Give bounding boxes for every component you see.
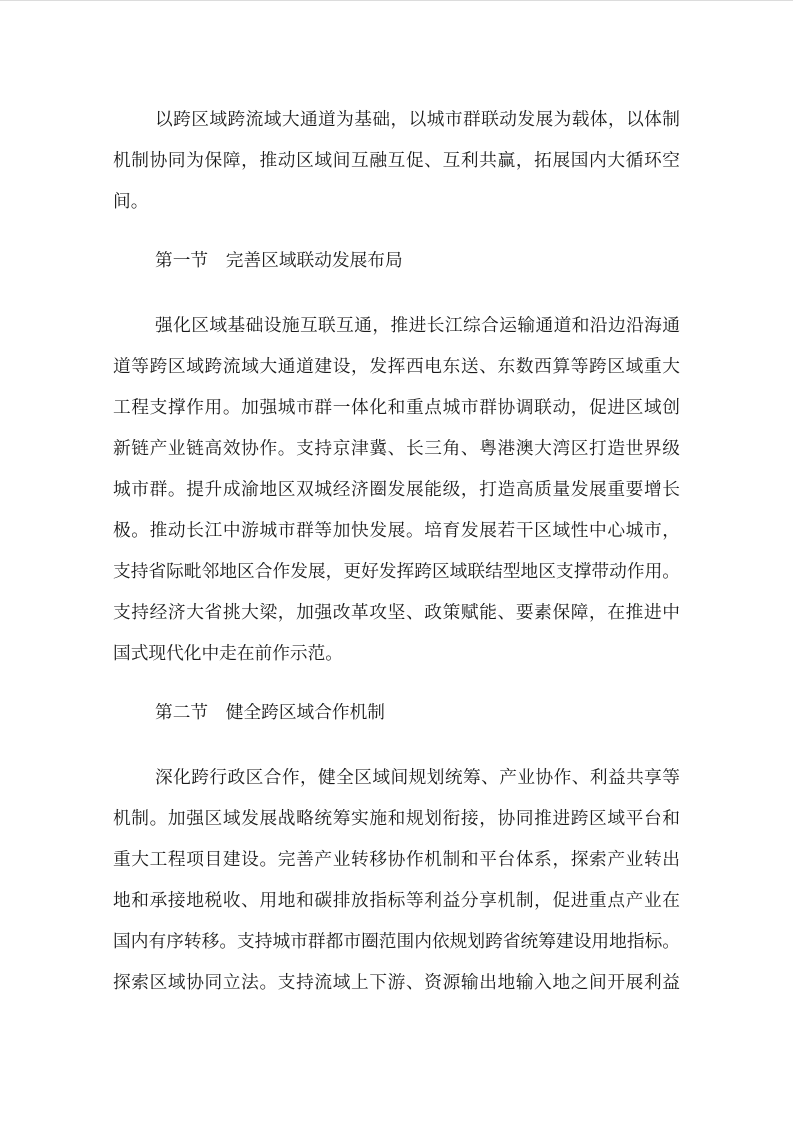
text-line: 重大工程项目建设。完善产业转移协作机制和平台体系，探索产业转出 — [113, 849, 680, 869]
text-line: 以跨区域跨流域大通道为基础，以城市群联动发展为载体，以体制 — [155, 109, 680, 129]
heading-line: 第二节 健全跨区域合作机制 — [155, 702, 385, 722]
document-content — [113, 99, 680, 1003]
text-line: 极。推动长江中游城市群等加快发展。培育发展若干区域性中心城市， — [113, 520, 680, 540]
text-line: 机制。加强区域发展战略统筹实施和规划衔接，协同推进跨区域平台和 — [113, 808, 680, 828]
text-line: 强化区域基础设施互联互通，推进长江综合运输通道和沿边沿海通 — [155, 315, 680, 335]
text-line: 地和承接地税收、用地和碳排放指标等利益分享机制，促进重点产业在 — [113, 890, 680, 910]
page-top-edge — [0, 0, 793, 1]
section-heading — [113, 692, 680, 733]
text-line: 工程支撑作用。加强城市群一体化和重点城市群协调联动，促进区域创 — [113, 397, 680, 417]
section-heading — [113, 240, 680, 281]
text-line: 新链产业链高效协作。支持京津冀、长三角、粤港澳大湾区打造世界级 — [113, 438, 680, 458]
text-line: 国内有序转移。支持城市群都市圈范围内依规划跨省统筹建设用地指标。 — [113, 931, 680, 951]
text-line: 间。 — [113, 191, 149, 211]
text-line: 支持省际毗邻地区合作发展，更好发挥跨区域联结型地区支撑带动作用。 — [113, 561, 680, 581]
text-line: 国式现代化中走在前作示范。 — [113, 643, 343, 663]
text-line: 深化跨行政区合作，健全区域间规划统筹、产业协作、利益共享等 — [155, 767, 680, 787]
paragraph — [113, 305, 680, 674]
paragraph — [113, 757, 680, 1003]
text-line: 探索区域协同立法。支持流域上下游、资源输出地输入地之间开展利益 — [113, 972, 680, 992]
text-line: 道等跨区域跨流域大通道建设，发挥西电东送、东数西算等跨区域重大 — [113, 356, 680, 376]
text-line: 城市群。提升成渝地区双城经济圈发展能级，打造高质量发展重要增长 — [113, 479, 680, 499]
text-line: 支持经济大省挑大梁，加强改革攻坚、政策赋能、要素保障，在推进中 — [113, 602, 680, 622]
paragraph — [113, 99, 680, 222]
text-line: 机制协同为保障，推动区域间互融互促、互利共赢，拓展国内大循环空 — [113, 150, 680, 170]
heading-line: 第一节 完善区域联动发展布局 — [155, 250, 403, 270]
